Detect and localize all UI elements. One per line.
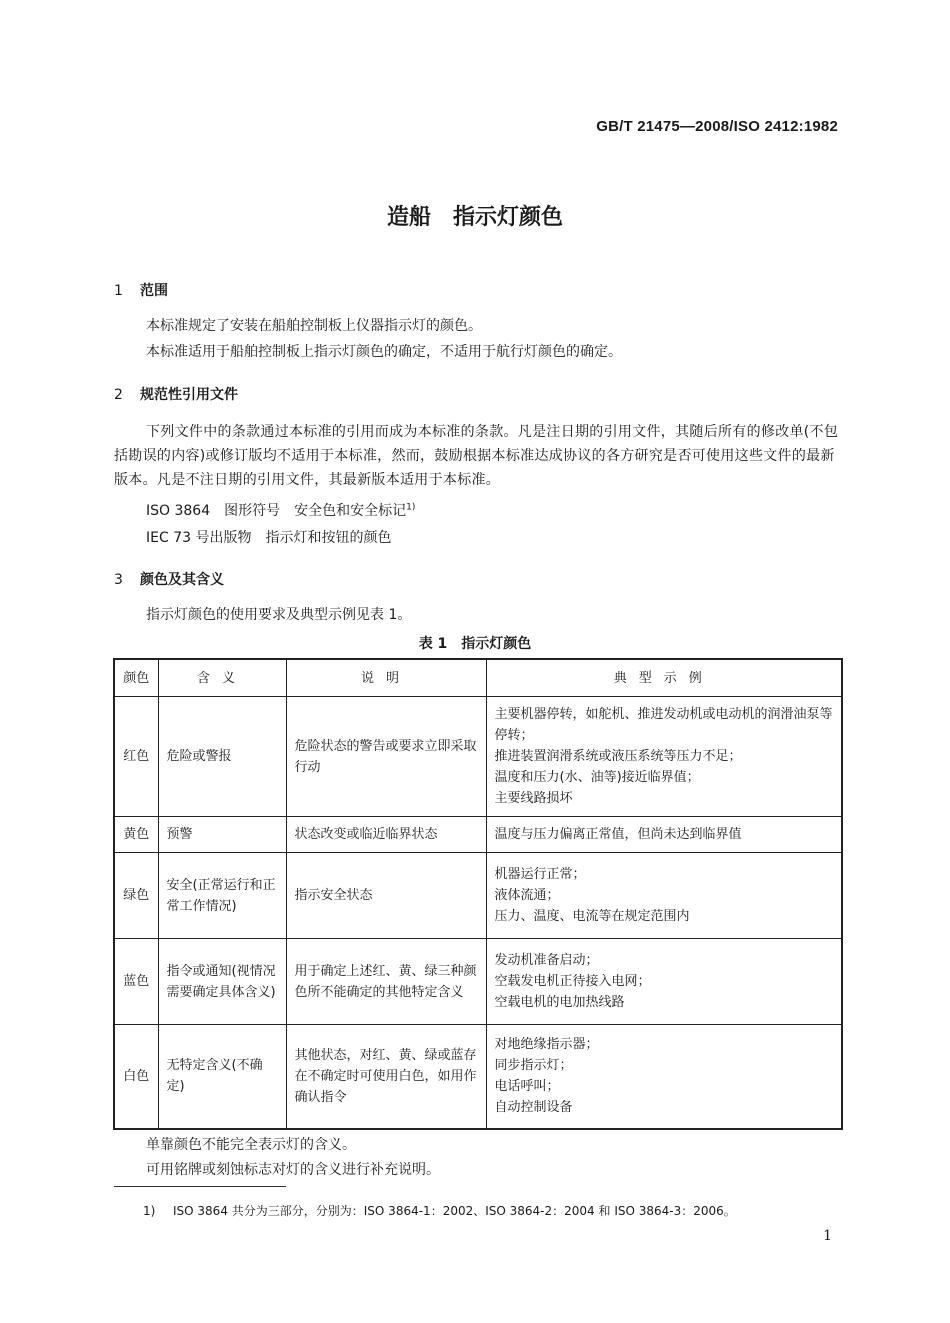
- row-examples: [486, 817, 842, 853]
- row-color: 绿色: [114, 853, 158, 939]
- row-meaning: 无特定含义(不确定): [158, 1025, 286, 1129]
- footnote-divider: [114, 1186, 286, 1187]
- table-row: [114, 817, 842, 853]
- table-row: [114, 1025, 842, 1129]
- section-1-paragraph-2: 本标准适用于船舶控制板上指示灯颜色的确定，不适用于航行灯颜色的确定。: [146, 344, 622, 360]
- row-meaning: 安全(正常运行和正常工作情况): [158, 853, 286, 939]
- section-number: 3: [114, 572, 123, 588]
- standard-code: GB/T 21475—2008/ISO 2412:1982: [596, 118, 838, 135]
- reference-code: IEC 73 号出版物: [146, 530, 252, 546]
- section-number: 2: [114, 387, 123, 403]
- row-meaning: 指令或通知(视情况需要确定具体含义): [158, 939, 286, 1025]
- row-description: 指示安全状态: [286, 853, 486, 939]
- row-color: 蓝色: [114, 939, 158, 1025]
- header-meaning: 含义: [158, 659, 286, 697]
- indicator-color-table: [113, 658, 843, 1130]
- table-caption: 表 1 指示灯颜色: [418, 636, 532, 652]
- row-examples: [486, 1025, 842, 1129]
- example-item: 发动机准备启动；: [494, 953, 599, 968]
- row-description: 危险状态的警告或要求立即采取行动: [286, 697, 486, 817]
- row-color: 白色: [114, 1025, 158, 1129]
- row-meaning: 危险或警报: [158, 697, 286, 817]
- footnote-mark: 1): [143, 1204, 156, 1218]
- example-item: 压力、温度、电流等在规定范围内: [494, 909, 690, 924]
- example-item: 液体流通；: [494, 888, 560, 903]
- example-item: 温度和压力(水、油等)接近临界值；: [494, 770, 700, 785]
- row-color: 红色: [114, 697, 158, 817]
- table-note-1: 单靠颜色不能完全表示灯的含义。: [146, 1137, 356, 1153]
- example-item: 对地绝缘指示器；: [494, 1037, 599, 1053]
- header-color: 颜色: [114, 659, 158, 697]
- row-color: 黄色: [114, 817, 158, 853]
- reference-iso-3864: [146, 500, 415, 520]
- section-title: 规范性引用文件: [140, 387, 238, 403]
- row-meaning: 预警: [158, 817, 286, 853]
- section-1-paragraph-1: 本标准规定了安装在船舶控制板上仪器指示灯的颜色。: [146, 318, 482, 334]
- row-examples: [486, 939, 842, 1025]
- reference-code: ISO 3864: [146, 503, 211, 519]
- page-number: 1: [823, 1228, 832, 1244]
- section-3-paragraph: 指示灯颜色的使用要求及典型示例见表 1。: [146, 607, 412, 623]
- example-item: 主要线路损坏: [494, 791, 573, 806]
- example-item: 推进装置润滑系统或液压系统等压力不足；: [494, 749, 742, 764]
- row-description: 状态改变或临近临界状态: [286, 817, 486, 853]
- section-title: 颜色及其含义: [140, 572, 224, 588]
- section-3-heading: [114, 569, 224, 589]
- footnote-mark: 1): [406, 502, 416, 513]
- section-1-heading: [114, 280, 168, 300]
- header-description: 说明: [286, 659, 486, 697]
- example-item: 温度与压力偏离正常值，但尚未达到临界值: [494, 827, 742, 842]
- example-item: 电话呼叫；: [494, 1079, 560, 1095]
- header-examples: 典型示例: [486, 659, 842, 697]
- table-row: [114, 697, 842, 817]
- section-2-heading: [114, 384, 238, 404]
- footnote-text: ISO 3864 共分为三部分，分别为：ISO 3864-1：2002、ISO 3864-2：2004 和 ISO 3864-3：2006。: [173, 1204, 736, 1218]
- example-item: 自动控制设备: [494, 1100, 573, 1116]
- example-item: 空载发电机正待接入电网；: [494, 974, 651, 989]
- section-number: 1: [114, 283, 123, 299]
- section-2-paragraph: 下列文件中的条款通过本标准的引用而成为本标准的条款。凡是注日期的引用文件，其随后所有的修改单(不包括勘误的内容)或修订版均不适用于本标准，然而，鼓励根据本标准达成协议的各方研究是否可使用这些文件的最新版本。凡是不注日期的引用文件，其最新版本适用于本标准。: [114, 424, 839, 488]
- example-item: 机器运行正常；: [494, 867, 586, 882]
- table-note-2: 可用铭牌或刻蚀标志对灯的含义进行补充说明。: [146, 1162, 440, 1178]
- reference-iec-73: [146, 527, 391, 547]
- document-title: 造船 指示灯颜色: [386, 205, 563, 230]
- example-item: 同步指示灯；: [494, 1058, 573, 1074]
- example-item: 主要机器停转，如舵机、推进发动机或电动机的润滑油泵等停转；: [494, 707, 833, 743]
- footnote: [143, 1202, 736, 1219]
- example-item: 空载电机的电加热线路: [494, 995, 625, 1010]
- row-examples: [486, 853, 842, 939]
- table-header-row: [114, 659, 842, 697]
- table-row: [114, 853, 842, 939]
- table-row: [114, 939, 842, 1025]
- row-description: 其他状态，对红、黄、绿或蓝存在不确定时可使用白色，如用作确认指令: [286, 1025, 486, 1129]
- row-examples: [486, 697, 842, 817]
- row-description: 用于确定上述红、黄、绿三种颜色所不能确定的其他特定含义: [286, 939, 486, 1025]
- reference-title: 图形符号 安全色和安全标记: [224, 503, 407, 519]
- section-title: 范围: [140, 283, 168, 299]
- reference-title: 指示灯和按钮的颜色: [265, 530, 392, 546]
